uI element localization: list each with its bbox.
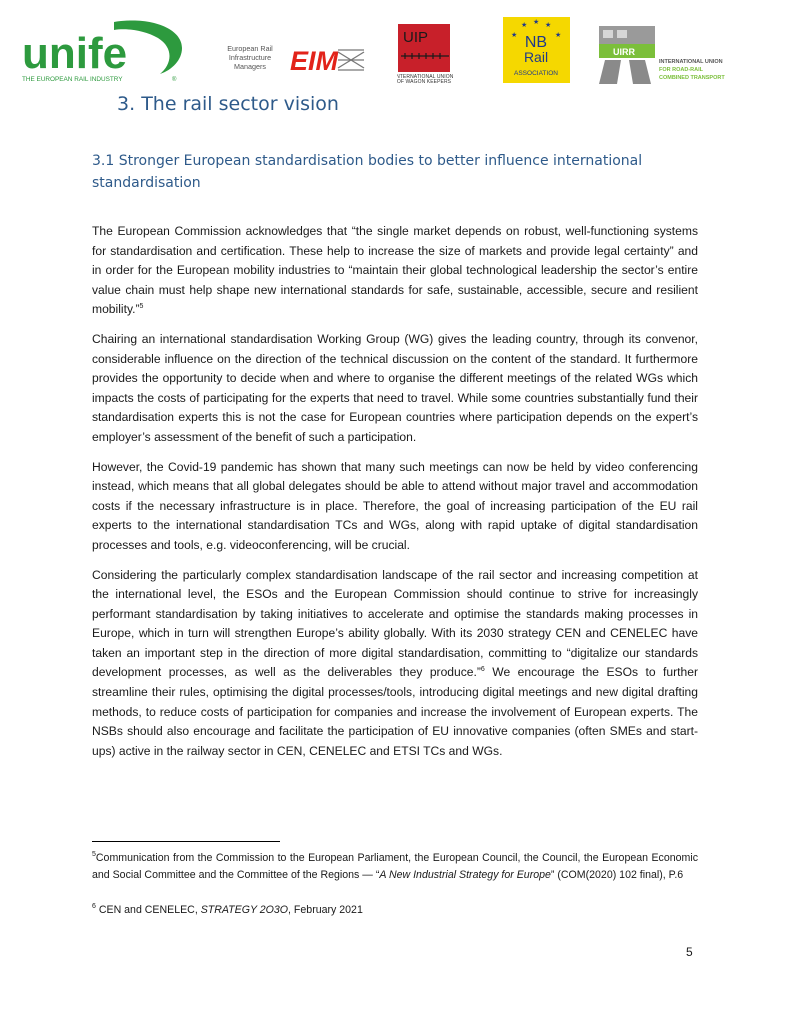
- paragraph-4-text-a: Considering the particularly complex standardisation landscape of the rail sector and increasing competition at the international level, the ESOs and the European Commission should continue to strive for increasingly performant standardisation by taking initiatives to accelerate and optimise the standards making processes in Europe, which in turn will strengthen Europe’s ability globally. With its 2030 strategy CEN and CENELEC have taken an important step in the direction of more digital standardisation, committing to “digitalize our standards development processes, as well as the deliverables they produce.”: [92, 567, 698, 680]
- paragraph-4-text-b: We encourage the ESOs to further streamline their rules, optimising the digital processes/tools, introducing digital meetings and new digital drafting methods, to reduce costs of participation for companies and increase the involvement of European experts. The NSBs should also encourage and facilitate the participation of EU innovative companies (often SMEs and start-ups) active in the railway sector in CEN, CENELEC and ETSI TCs and WGs.: [92, 665, 698, 758]
- footnote-5-end: ” (COM(2020) 102 final), P.6: [550, 869, 684, 882]
- section-number: 3.: [117, 93, 136, 115]
- header-logos: [0, 0, 791, 92]
- svg-text:★: ★: [533, 18, 540, 26]
- footnote-ref-5[interactable]: 5: [139, 303, 144, 311]
- unife-logo: [22, 18, 184, 84]
- uirr-wordmark: UIRR: [613, 47, 635, 57]
- footnote-6-number: 6: [92, 902, 96, 910]
- page-number: 5: [686, 945, 693, 959]
- footnote-6-end: , February 2021: [288, 903, 363, 916]
- paragraph-2: Chairing an international standardisation Working Group (WG) gives the leading country, through its convenor, considerable influence on the direction of the technical discussion on the content of the standard. It furthermore provides the opportunity to decide when and where to organise the different meetings of the related WGs which impacts the costs of participating for the experts that need to travel. While some countries substantially fund their standardisation experts this is not the case for European countries where participation depends on the expert’s employer’s assessment of the benefit of such a participation.: [92, 331, 698, 444]
- paragraph-3: However, the Covid-19 pandemic has shown that many such meetings can now be held by video conferencing instead, which means that all global delegates should be able to attend without major travel and accommodation costs if the necessary infrastructure is in place. Therefore, the goal of increasing participation of the EU rail experts to the international standardisation TCs and WGs, along with rapid uptake of digital standardisation processes and tools, e.g. videoconferencing, will be crucial.: [92, 459, 698, 552]
- footnote-5-text: Communication from the Commission to the European Parliament, the European Council, the Council, the European Economic and Social Committee and the Committee of the Regions — “: [92, 852, 698, 882]
- footnotes: [92, 850, 698, 919]
- unife-wordmark: unife: [22, 29, 128, 78]
- footnote-ref-6[interactable]: 6: [480, 666, 485, 674]
- nb-rail-logo: [503, 17, 570, 83]
- footnote-5-number: 5: [92, 851, 96, 858]
- uip-wordmark: UIP: [403, 29, 429, 46]
- unife-swoosh-icon: [22, 18, 184, 84]
- paragraph-1-text: The European Commission acknowledges that “the single market depends on robust, well-functioning systems for standardisation and certification. These help to increase the size of markets and provide legal certainty” and in order for the European mobility industries to “maintain their global technological leadership the sector’s entire value chain must help shape new international standards for safe, sustainable, accessible, secure and resilient mobility.”: [92, 224, 698, 317]
- uirr-line-2: FOR ROAD-RAIL: [659, 67, 703, 73]
- uirr-line-3: COMBINED TRANSPORT: [659, 75, 725, 81]
- svg-text:★: ★: [545, 21, 552, 29]
- eim-tracks-icon: [338, 50, 364, 70]
- section-title: The rail sector vision: [141, 93, 339, 115]
- nb-rail-line-3: ASSOCIATION: [514, 70, 558, 77]
- uip-caption-2: OF WAGON KEEPERS: [397, 79, 452, 85]
- svg-text:★: ★: [555, 31, 562, 39]
- footnote-5: [92, 850, 698, 885]
- svg-text:★: ★: [521, 21, 528, 29]
- footnote-5-italic: A New Industrial Strategy for Europe: [379, 869, 551, 882]
- section-heading: [117, 93, 339, 115]
- svg-text:★: ★: [511, 31, 518, 39]
- nb-rail-line-1: NB: [524, 34, 548, 51]
- unife-tagline: THE EUROPEAN RAIL INDUSTRY: [22, 76, 123, 83]
- uirr-line-1: INTERNATIONAL UNION: [659, 59, 723, 65]
- paragraph-1: [92, 222, 698, 320]
- footnote-6-italic: STRATEGY 2O3O: [200, 903, 289, 916]
- eim-wordmark: EIM: [290, 46, 339, 76]
- subsection-heading: 3.1 Stronger European standardisation bodies to better influence international standardisation: [92, 153, 643, 191]
- uirr-logo: [599, 20, 739, 86]
- eim-line-2: Infrastructure: [228, 53, 272, 62]
- unife-registered-mark: ®: [172, 77, 177, 83]
- eim-logo: [212, 42, 372, 76]
- nb-rail-line-2: Rail: [523, 49, 549, 65]
- body-text: [92, 222, 698, 771]
- eim-line-3: Managers: [234, 62, 266, 71]
- footnote-6: [92, 902, 698, 919]
- uip-logo: [397, 20, 463, 86]
- paragraph-4: [92, 566, 698, 762]
- uip-caption-1: INTERNATIONAL UNION: [397, 74, 454, 80]
- footnote-6-text: CEN and CENELEC,: [95, 903, 201, 916]
- eim-line-1: European Rail: [227, 44, 273, 53]
- footnote-divider: [92, 841, 280, 842]
